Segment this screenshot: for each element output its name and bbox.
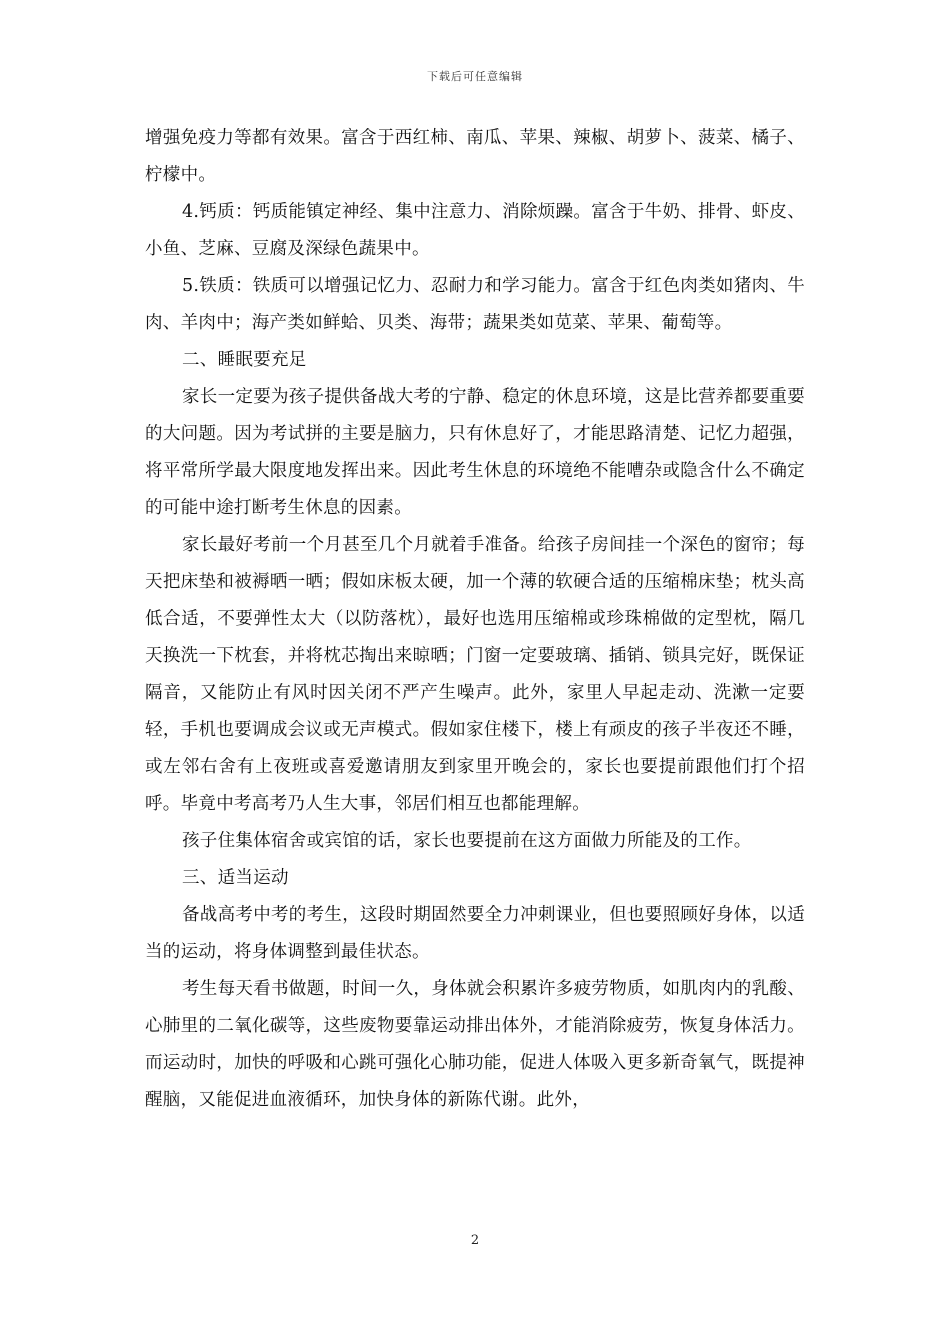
paragraph-dormitory: 孩子住集体宿舍或宾馆的话，家长也要提前在这方面做力所能及的工作。 — [182, 831, 752, 851]
paragraph-sleep-environment: 家长一定要为孩子提供备战大考的宁静、稳定的休息环境，这是比营养都要重要的大问题。因为考试拼的主要是脑力，只有休息好了，才能思路清楚、记忆力超强，将平常所学最大限度地发挥出来。因此考生休息的环境绝不能嘈杂或隐含什么不确定的可能中途打断考生休息的因素。 — [145, 387, 805, 518]
section-heading-sleep: 二、睡眠要充足 — [182, 350, 307, 370]
paragraph-immunity-continued: 增强免疫力等都有效果。富含于西红柿、南瓜、苹果、辣椒、胡萝卜、菠菜、橘子、柠檬中。 — [145, 128, 805, 185]
section-heading-exercise: 三、适当运动 — [182, 868, 289, 888]
page-number: 2 — [470, 1233, 480, 1248]
paragraph-calcium: 4.钙质：钙质能镇定神经、集中注意力、消除烦躁。富含于牛奶、排骨、虾皮、小鱼、芝麻、豆腐及深绿色蔬果中。 — [145, 202, 805, 259]
paragraph-sleep-preparation: 家长最好考前一个月甚至几个月就着手准备。给孩子房间挂一个深色的窗帘；每天把床垫和被褥晒一晒；假如床板太硬，加一个薄的软硬合适的压缩棉床垫；枕头高低合适，不要弹性太大（以防落枕），最好也选用压缩棉或珍珠棉做的定型枕，隔几天换洗一下枕套，并将枕芯掏出来晾晒；门窗一定要玻璃、插销、锁具完好，既保证隔音，又能防止有风时因关闭不严产生噪声。此外，家里人早起走动、洗漱一定要轻，手机也要调成会议或无声模式。假如家住楼下，楼上有顽皮的孩子半夜还不睡，或左邻右舍有上夜班或喜爱邀请朋友到家里开晚会的，家长也要提前跟他们打个招呼。毕竟中考高考乃人生大事，邻居们相互也都能理解。 — [145, 535, 805, 814]
paragraph-exercise-benefits: 考生每天看书做题，时间一久，身体就会积累许多疲劳物质，如肌肉内的乳酸、心肺里的二氧化碳等，这些废物要靠运动排出体外，才能消除疲劳，恢复身体活力。而运动时，加快的呼吸和心跳可强化心肺功能，促进人体吸入更多新奇氧气，既提神醒脑，又能促进血液循环，加快身体的新陈代谢。此外， — [145, 979, 805, 1110]
document-body — [145, 120, 805, 1119]
page-header: 下载后可任意编辑 — [427, 70, 523, 83]
paragraph-exercise-intro: 备战高考中考的考生，这段时期固然要全力冲刺课业，但也要照顾好身体，以适当的运动，将身体调整到最佳状态。 — [145, 905, 805, 962]
paragraph-iron: 5.铁质：铁质可以增强记忆力、忍耐力和学习能力。富含于红色肉类如猪肉、牛肉、羊肉中；海产类如鲜蛤、贝类、海带；蔬果类如苋菜、苹果、葡萄等。 — [145, 276, 805, 333]
